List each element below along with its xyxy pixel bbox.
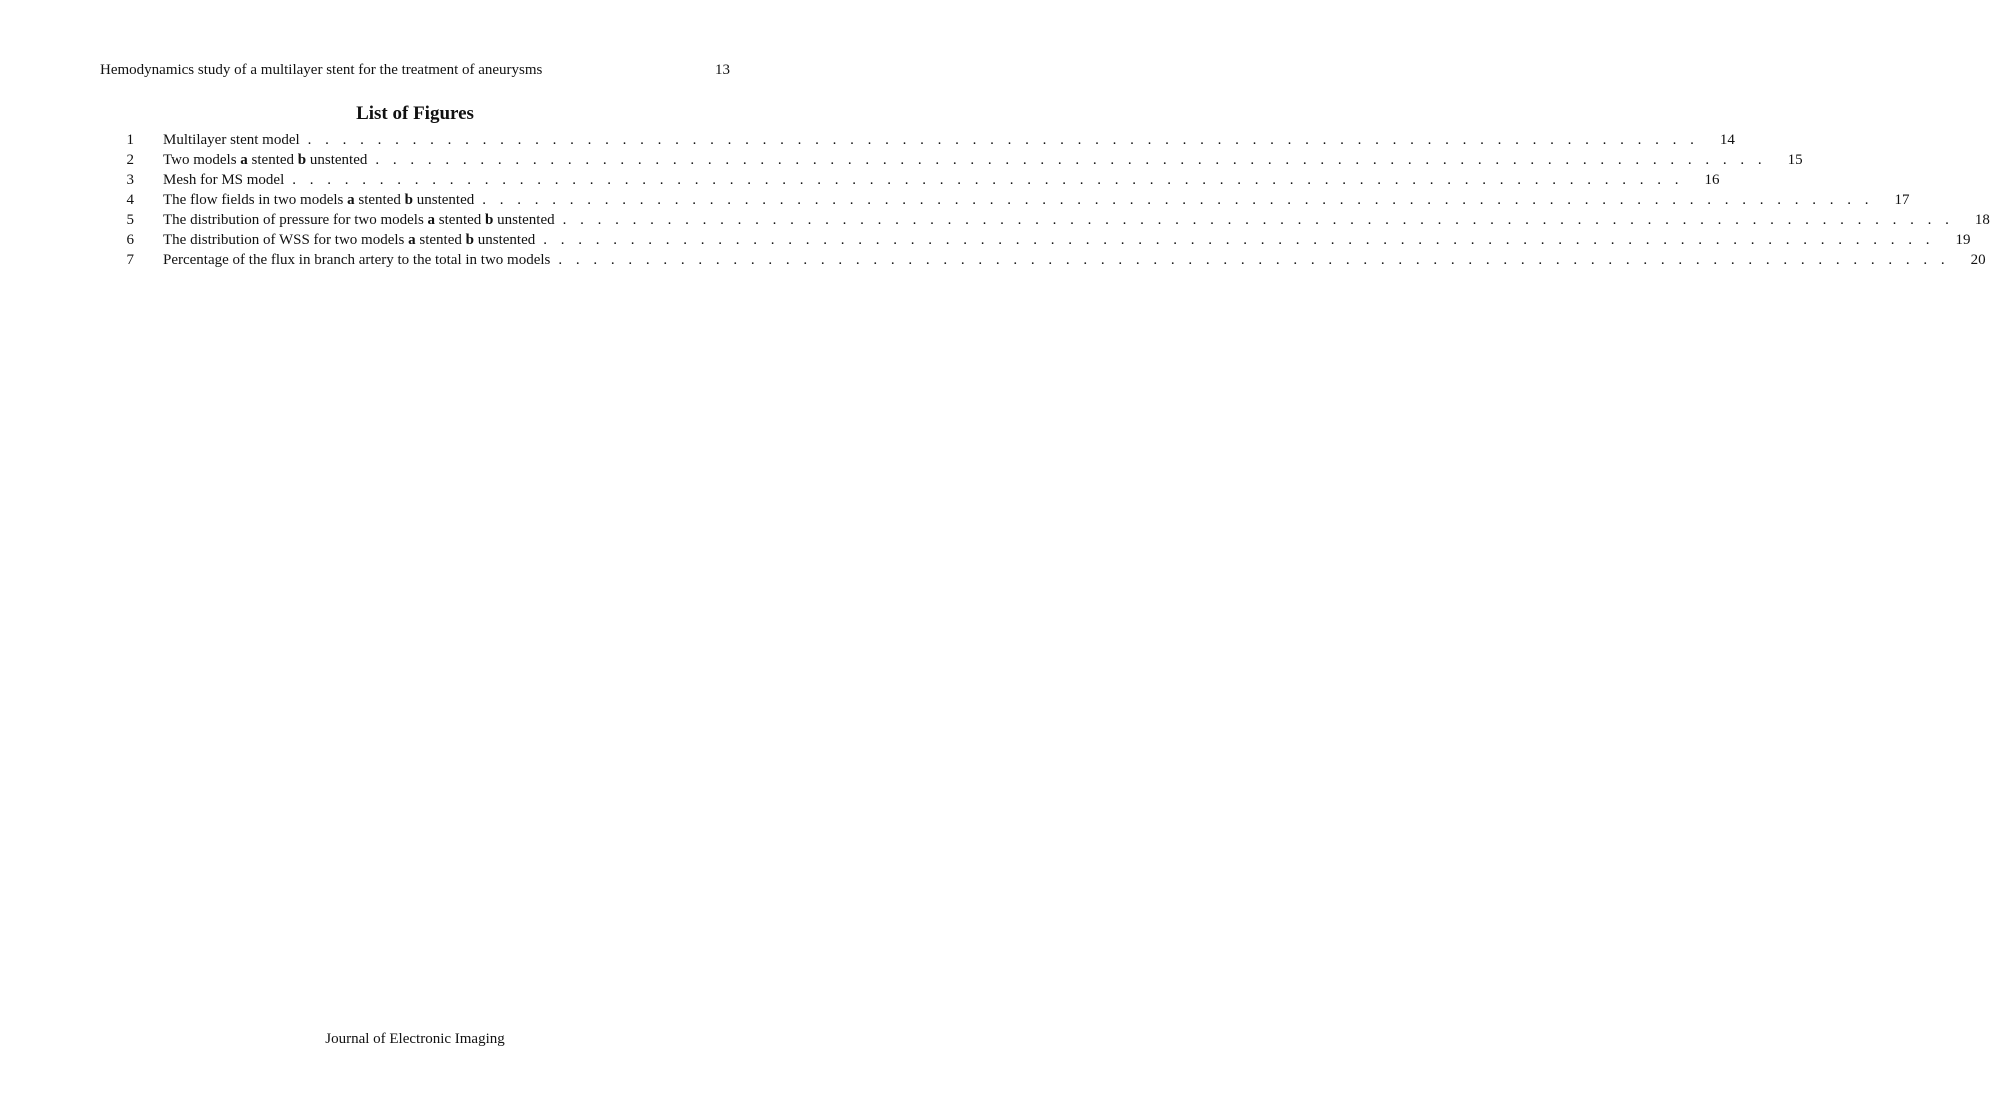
- caption-text: unstented: [412, 192, 475, 208]
- figure-entry[interactable]: [100, 250, 1986, 270]
- caption-text: stented: [435, 212, 486, 228]
- caption-text: Two models: [163, 152, 241, 168]
- figure-entry[interactable]: [100, 150, 1803, 170]
- figure-page-number: 20: [1970, 252, 1986, 268]
- figure-number: 3: [126, 172, 134, 188]
- figure-page-number: 14: [1719, 132, 1735, 148]
- caption-bold-label: b: [404, 192, 413, 208]
- caption-bold-label: a: [347, 192, 355, 208]
- figure-caption: [163, 250, 550, 270]
- caption-text: stented: [415, 232, 466, 248]
- figure-caption: [163, 210, 555, 230]
- caption-bold-label: a: [240, 152, 248, 168]
- dot-leader: . . . . . . . . . . . . . . . . . . . . . . . . . . . . . . . . . . . . . . . . . . . . . . . . . . . . . . . . . . . . . . . . . . . . . . . . . . . . . . . .: [562, 212, 1954, 228]
- running-title: Hemodynamics study of a multilayer stent for the treatment of aneurysms: [100, 62, 543, 78]
- figure-number: 6: [126, 232, 134, 248]
- dot-leader: . . . . . . . . . . . . . . . . . . . . . . . . . . . . . . . . . . . . . . . . . . . . . . . . . . . . . . . . . . . . . . . . . . . . . . . . . . . . . . . .: [558, 252, 1950, 268]
- figure-page-number: 17: [1894, 192, 1910, 208]
- caption-bold-label: b: [297, 152, 307, 168]
- figure-caption: [163, 170, 284, 190]
- caption-text: stented: [247, 152, 298, 168]
- figure-number: 7: [126, 252, 134, 268]
- dot-leader: . . . . . . . . . . . . . . . . . . . . . . . . . . . . . . . . . . . . . . . . . . . . . . . . . . . . . . . . . . . . . . . . . . . . . . . . . . . . . . . .: [292, 172, 1684, 188]
- caption-text: The distribution of WSS for two models: [163, 232, 409, 248]
- figure-caption: [163, 130, 300, 150]
- caption-text: unstented: [306, 152, 368, 168]
- figure-caption: [163, 190, 474, 210]
- figure-entry[interactable]: [100, 190, 1910, 210]
- caption-text: The flow fields in two models: [163, 192, 348, 208]
- dot-leader: . . . . . . . . . . . . . . . . . . . . . . . . . . . . . . . . . . . . . . . . . . . . . . . . . . . . . . . . . . . . . . . . . . . . . . . . . . . . . . . .: [375, 152, 1767, 168]
- figure-entry[interactable]: [100, 210, 1990, 230]
- dot-leader: . . . . . . . . . . . . . . . . . . . . . . . . . . . . . . . . . . . . . . . . . . . . . . . . . . . . . . . . . . . . . . . . . . . . . . . . . . . . . . . .: [543, 232, 1935, 248]
- caption-bold-label: a: [408, 232, 416, 248]
- figure-entry[interactable]: [100, 230, 1971, 250]
- figure-entry[interactable]: [100, 170, 1720, 190]
- page-number: 13: [715, 62, 730, 78]
- figure-page-number: 19: [1955, 232, 1971, 248]
- figure-number: 5: [126, 212, 134, 228]
- figure-number: 1: [126, 132, 134, 148]
- dot-leader: . . . . . . . . . . . . . . . . . . . . . . . . . . . . . . . . . . . . . . . . . . . . . . . . . . . . . . . . . . . . . . . . . . . . . . . . . . . . . . . .: [307, 132, 1699, 148]
- figure-caption: [163, 230, 535, 250]
- list-of-figures-title: List of Figures: [356, 103, 474, 124]
- figure-page-number: 15: [1787, 152, 1803, 168]
- figure-number: 4: [126, 192, 134, 208]
- caption-text: The distribution of pressure for two models: [163, 212, 428, 228]
- caption-bold-label: a: [427, 212, 436, 228]
- caption-bold-label: b: [465, 232, 474, 248]
- caption-text: Multilayer stent model: [163, 132, 300, 148]
- dot-leader: . . . . . . . . . . . . . . . . . . . . . . . . . . . . . . . . . . . . . . . . . . . . . . . . . . . . . . . . . . . . . . . . . . . . . . . . . . . . . . . .: [482, 192, 1874, 208]
- caption-text: stented: [354, 192, 405, 208]
- figure-number: 2: [126, 152, 134, 168]
- figure-caption: [163, 150, 367, 170]
- running-header: [100, 61, 730, 79]
- caption-bold-label: b: [485, 212, 494, 228]
- caption-text: unstented: [493, 212, 555, 228]
- caption-text: unstented: [473, 232, 536, 248]
- caption-text: Percentage of the flux in branch artery to the total in two models: [163, 252, 551, 268]
- caption-text: Mesh for MS model: [163, 172, 285, 188]
- figure-entry[interactable]: [100, 130, 1735, 150]
- figure-page-number: 18: [1974, 212, 1990, 228]
- figure-page-number: 16: [1704, 172, 1720, 188]
- list-of-figures: [100, 130, 1990, 270]
- journal-footer: Journal of Electronic Imaging: [325, 1031, 505, 1047]
